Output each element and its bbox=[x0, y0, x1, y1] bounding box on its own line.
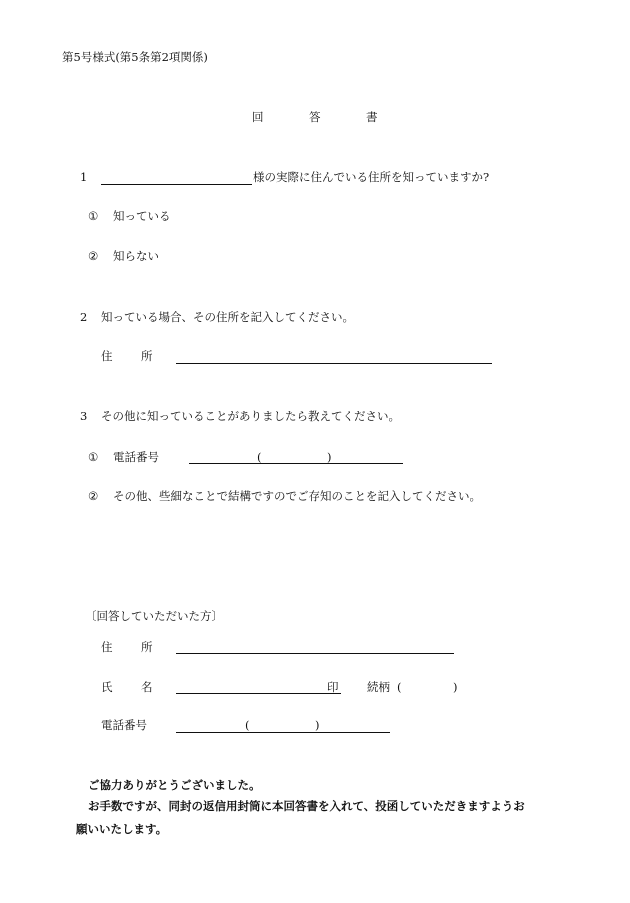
q1-question-text: 様の実際に住んでいる住所を知っていますか? bbox=[253, 170, 490, 184]
respondent-name-label-2: 名 bbox=[141, 680, 153, 694]
respondent-phone-open-paren: ( bbox=[245, 718, 250, 732]
q3-phone-mark: ① bbox=[88, 450, 99, 464]
title-char-3: 書 bbox=[366, 110, 378, 124]
respondent-name-field[interactable] bbox=[176, 693, 341, 694]
q3-phone-field[interactable] bbox=[189, 463, 403, 464]
form-label: 第5号様式(第5条第2項関係) bbox=[62, 50, 208, 64]
respondent-heading: 〔回答していただいた方〕 bbox=[85, 609, 223, 623]
q2-address-label-2: 所 bbox=[141, 349, 153, 363]
q1-option-1-mark: ① bbox=[88, 209, 99, 223]
q2-question-text: 知っている場合、その住所を記入してください。 bbox=[101, 310, 354, 324]
relation-open-paren: ( bbox=[397, 680, 402, 694]
q3-phone-open-paren: ( bbox=[257, 450, 262, 464]
q2-address-field[interactable] bbox=[176, 363, 492, 364]
respondent-address-label-1: 住 bbox=[101, 640, 113, 654]
respondent-name-label-1: 氏 bbox=[101, 680, 113, 694]
respondent-phone-label: 電話番号 bbox=[101, 718, 147, 732]
seal-mark: 印 bbox=[327, 680, 339, 694]
q1-name-field[interactable] bbox=[101, 184, 252, 185]
q2-address-label-1: 住 bbox=[101, 349, 113, 363]
q3-phone-close-paren: ) bbox=[327, 450, 332, 464]
closing-thanks: ご協力ありがとうございました。 bbox=[88, 778, 261, 792]
closing-line-1: お手数ですが、同封の返信用封筒に本回答書を入れて、投函していただきますようお bbox=[88, 799, 525, 813]
title-char-2: 答 bbox=[309, 110, 321, 124]
relation-close-paren: ) bbox=[453, 680, 458, 694]
q1-option-1-text[interactable]: 知っている bbox=[113, 209, 171, 223]
relation-label: 続柄 bbox=[367, 680, 390, 694]
q3-other-text: その他、些細なことで結構ですのでご存知のことを記入してください。 bbox=[113, 489, 481, 503]
q3-number: 3 bbox=[80, 409, 88, 423]
q3-other-mark: ② bbox=[88, 489, 99, 503]
q3-phone-label: 電話番号 bbox=[113, 450, 159, 464]
title-char-1: 回 bbox=[252, 110, 264, 124]
q3-question-text: その他に知っていることがありましたら教えてください。 bbox=[101, 409, 400, 423]
respondent-phone-field[interactable] bbox=[176, 732, 390, 733]
q1-option-2-mark: ② bbox=[88, 249, 99, 263]
respondent-address-field[interactable] bbox=[176, 653, 454, 654]
q2-number: 2 bbox=[80, 310, 88, 324]
q1-option-2-text[interactable]: 知らない bbox=[113, 249, 159, 263]
closing-line-2: 願いいたします。 bbox=[76, 822, 168, 836]
respondent-address-label-2: 所 bbox=[141, 640, 153, 654]
q1-number: 1 bbox=[80, 170, 88, 184]
respondent-phone-close-paren: ) bbox=[315, 718, 320, 732]
